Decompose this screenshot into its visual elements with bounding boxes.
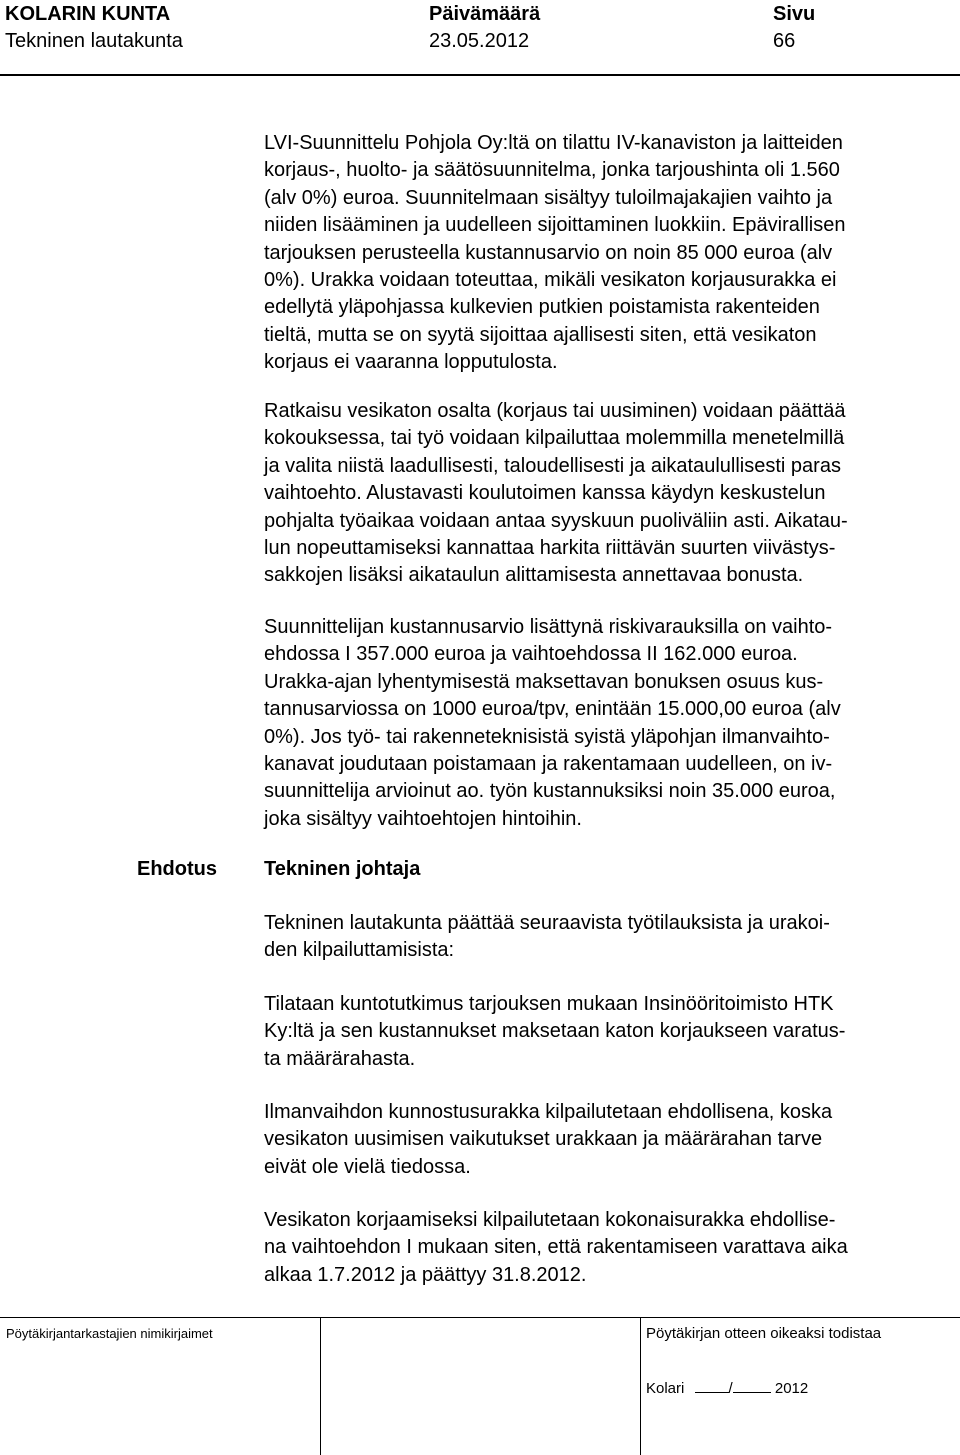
text-line: niiden lisääminen ja uudelleen sijoittaminen luokkiin. Epävirallisen	[264, 214, 846, 237]
text-line: ta määrärahasta.	[264, 1047, 416, 1070]
text-line: korjaus-, huolto- ja säätösuunnitelma, jonka tarjoushinta oli 1.560	[264, 159, 840, 182]
text-line: Tilataan kuntotutkimus tarjouksen mukaan Insinööritoimisto HTK	[264, 993, 834, 1015]
text-line: eivät ole vielä tiedossa.	[264, 1155, 471, 1178]
footer-divider	[0, 1317, 960, 1318]
text-line: ehdossa I 357.000 euroa ja vaihtoehdossa II 162.000 euroa.	[264, 643, 798, 666]
text-line: na vaihtoehdon I mukaan siten, että rakentamiseen varattava aika	[264, 1236, 848, 1259]
text-line: vaihtoehto. Alustavasti koulutoimen kanssa käydyn keskustelun	[264, 482, 826, 505]
text-line: alkaa 1.7.2012 ja päättyy 31.8.2012.	[264, 1263, 587, 1286]
text-line: korjaus ei vaaranna lopputulosta.	[264, 351, 558, 374]
header-date: 23.05.2012	[429, 30, 530, 52]
footer-certified-label: Pöytäkirjan otteen oikeaksi todistaa	[646, 1325, 882, 1342]
paragraph-cost-estimate	[264, 614, 954, 833]
paragraph-ventilation-plan	[264, 130, 954, 377]
text-line: pohjalta työaikaa voidaan antaa syyskuun puoliväliin asti. Aikatau-	[264, 509, 848, 532]
paragraph-ventilation-contract	[264, 1099, 954, 1181]
text-line: Ratkaisu vesikaton osalta (korjaus tai uusiminen) voidaan päättää	[264, 400, 846, 422]
proposal-label: Ehdotus	[137, 858, 217, 880]
text-line: tieltä, mutta se on syytä sijoittaa ajallisesti siten, että vesikaton	[264, 323, 817, 346]
header-page-label: Sivu	[773, 3, 816, 25]
paragraph-condition-survey	[264, 991, 954, 1073]
paragraph-roof-solution	[264, 398, 954, 590]
text-line: tannusarviossa on 1000 euroa/tpv, enintään 15.000,00 euroa (alv	[264, 698, 841, 721]
text-line: 0%). Jos työ- tai rakenneteknisistä syistä yläpohjan ilmanvaihto-	[264, 725, 830, 748]
date-day-blank	[695, 1378, 729, 1393]
paragraph-roof-contract	[264, 1207, 954, 1289]
text-line: ja valita niistä laadullisesti, taloudellisesti ja aikataulullisesti paras	[264, 454, 841, 477]
header-divider	[0, 74, 960, 76]
header-org: KOLARIN KUNTA	[5, 3, 171, 25]
header-date-label: Päivämäärä	[429, 3, 541, 25]
text-line: (alv 0%) euroa. Suunnitelmaan sisältyy tuloilmajakajien vaihto ja	[264, 186, 833, 209]
text-line: Urakka-ajan lyhentymisestä maksettavan bonuksen osuus kus-	[264, 670, 824, 693]
text-line: LVI-Suunnittelu Pohjola Oy:ltä on tilattu IV-kanaviston ja laitteiden	[264, 132, 843, 154]
text-line: sakkojen lisäksi aikataulun alittamisesta annettavaa bonusta.	[264, 564, 804, 587]
footer-year: 2012	[774, 1380, 809, 1397]
text-line: tarjouksen perusteella kustannusarvio on noin 85 000 euroa (alv	[264, 241, 833, 264]
header-board: Tekninen lautakunta	[5, 30, 183, 52]
text-line: den kilpailuttamisista:	[264, 939, 455, 962]
text-line: Tekninen lautakunta päättää seuraavista työtilauksista ja urakoi-	[264, 912, 830, 934]
text-line: kanavat joudutaan poistamaan ja rakentamaan uudelleen, on iv-	[264, 752, 833, 775]
footer-signatures-label: Pöytäkirjantarkastajien nimikirjaimet	[6, 1326, 213, 1341]
document-header	[0, 0, 960, 60]
proposal-author: Tekninen johtaja	[264, 858, 421, 880]
text-line: joka sisältyy vaihtoehtojen hintoihin.	[264, 807, 582, 830]
paragraph-decision-intro	[264, 910, 954, 965]
text-line: Suunnittelijan kustannusarvio lisättynä riskivarauksilla on vaihto-	[264, 616, 833, 638]
text-line: suunnittelija arvioinut ao. työn kustannuksiksi noin 35.000 euroa,	[264, 780, 836, 803]
footer-place-date	[646, 1378, 808, 1398]
text-line: vesikaton uusimisen vaikutukset urakkaan ja määrärahan tarve	[264, 1128, 823, 1151]
footer-column-divider	[320, 1317, 321, 1455]
text-line: lun nopeuttamiseksi kannattaa harkita riittävän suurten viivästys-	[264, 536, 836, 559]
footer-place: Kolari	[646, 1380, 685, 1397]
header-date-block	[429, 1, 540, 55]
text-line: Ky:ltä ja sen kustannukset maksetaan katon korjaukseen varatus-	[264, 1020, 846, 1043]
text-line: 0%). Urakka voidaan toteuttaa, mikäli vesikaton korjausurakka ei	[264, 268, 837, 291]
text-line: kokouksessa, tai työ voidaan kilpailuttaa molemmilla menetelmillä	[264, 427, 845, 450]
header-page-number: 66	[773, 30, 796, 52]
date-month-blank	[733, 1378, 771, 1393]
text-line: Vesikaton korjaamiseksi kilpailutetaan kokonaisurakka ehdollise-	[264, 1209, 836, 1231]
header-page-block	[773, 1, 815, 55]
footer-column-divider	[640, 1317, 641, 1455]
header-org-block	[5, 1, 183, 55]
text-line: Ilmanvaihdon kunnostusurakka kilpailutetaan ehdollisena, koska	[264, 1101, 833, 1123]
text-line: edellytä yläpohjassa kulkevien putkien poistamista rakenteiden	[264, 296, 820, 319]
footer-date-slash: /	[728, 1380, 733, 1397]
